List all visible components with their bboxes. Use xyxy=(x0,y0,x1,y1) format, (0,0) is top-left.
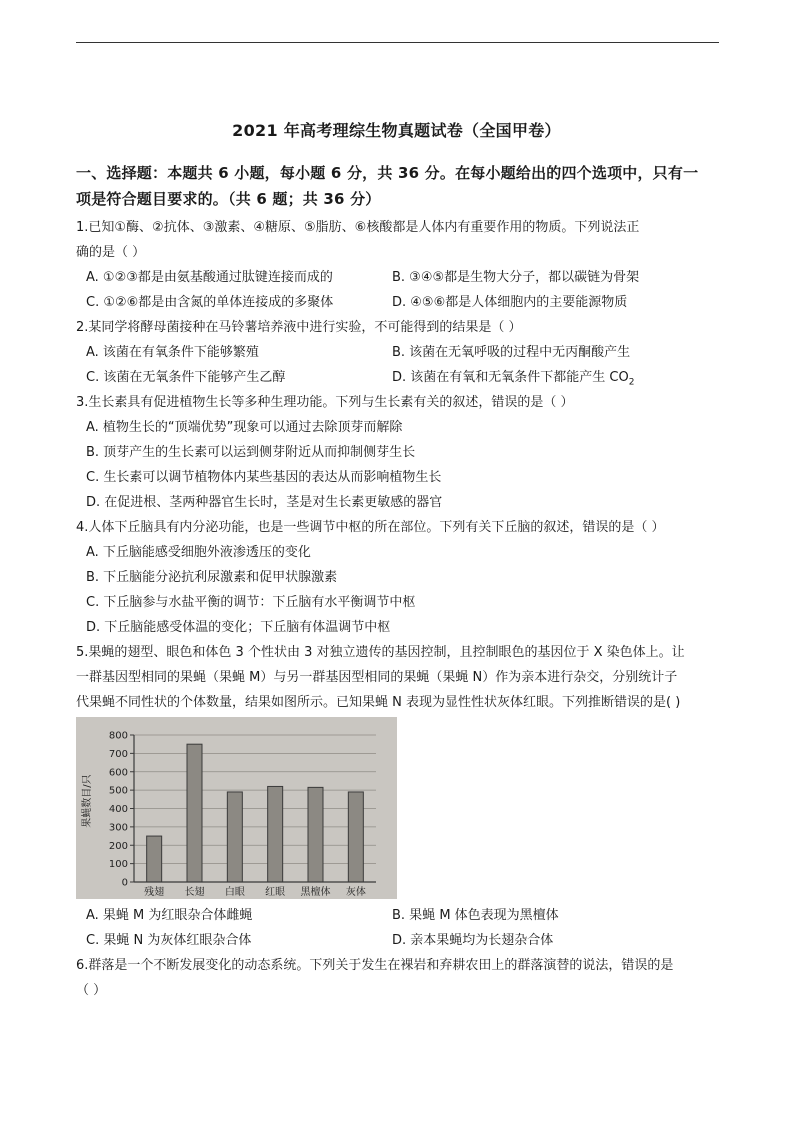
page-title: 2021 年高考理综生物真题试卷（全国甲卷） xyxy=(232,121,561,140)
q5-bar-chart xyxy=(76,717,397,899)
q4-option-d[interactable]: D. 下丘脑能感受体温的变化；下丘脑有体温调节中枢 xyxy=(86,620,391,635)
q1-options-row-2 xyxy=(76,290,719,315)
bar-chart-svg xyxy=(76,717,397,899)
chart-y-tick-label: 0 xyxy=(121,877,128,889)
chart-y-tick-label: 400 xyxy=(108,804,128,815)
q2-option-c[interactable]: C. 该菌在无氧条件下能够产生乙醇 xyxy=(86,370,286,385)
chart-bar xyxy=(227,792,242,882)
q4-option-c[interactable]: C. 下丘脑参与水盐平衡的调节：下丘脑有水平衡调节中枢 xyxy=(86,595,416,610)
chart-y-axis-label: 果蝇数目/只 xyxy=(82,774,93,828)
question-list xyxy=(76,215,719,1003)
q2-option-a[interactable]: A. 该菌在有氧条件下能够繁殖 xyxy=(86,345,259,360)
q1-stem-line-1: 1.已知①酶、②抗体、③激素、④糖原、⑤脂肪、⑥核酸都是人体内有重要作用的物质。下列说法正 xyxy=(76,220,640,235)
q1-option-b[interactable]: B. ③④⑤都是生物大分子，都以碳链为骨架 xyxy=(392,270,640,285)
q2-options-row-1 xyxy=(76,340,719,365)
q4-stem: 4.人体下丘脑具有内分泌功能，也是一些调节中枢的所在部位。下列有关下丘脑的叙述，错误的是（ ） xyxy=(76,520,665,535)
chart-bar xyxy=(268,786,283,882)
chart-bar xyxy=(187,744,202,882)
q2-option-d[interactable] xyxy=(392,365,719,390)
q1-option-d[interactable]: D. ④⑤⑥都是人体细胞内的主要能源物质 xyxy=(392,295,628,310)
chart-x-tick-label: 灰体 xyxy=(345,887,366,898)
section-heading-line-1: 一、选择题：本题共 6 小题，每小题 6 分，共 36 分。在每小题给出的四个选项中，只有一 xyxy=(76,164,699,182)
header-rule xyxy=(76,42,719,43)
q5-options-row-1 xyxy=(76,903,719,928)
q5-stem-line-2: 一群基因型相同的果蝇（果蝇 M）与另一群基因型相同的果蝇（果蝇 N）作为亲本进行杂交，分别统计子 xyxy=(76,670,678,685)
chart-x-tick-label: 红眼 xyxy=(265,887,286,898)
q3-option-a[interactable]: A. 植物生长的“顶端优势”现象可以通过去除顶芽而解除 xyxy=(86,420,403,435)
q3-stem: 3.生长素具有促进植物生长等多种生理功能。下列与生长素有关的叙述，错误的是（ ） xyxy=(76,395,574,410)
q4-option-a[interactable]: A. 下丘脑能感受细胞外液渗透压的变化 xyxy=(86,545,311,560)
q5-option-d[interactable]: D. 亲本果蝇均为长翅杂合体 xyxy=(392,933,554,948)
chart-y-tick-label: 600 xyxy=(108,767,128,779)
q6-stem-line-1: 6.群落是一个不断发展变化的动态系统。下列关于发生在裸岩和弃耕农田上的群落演替的说法，错误的是 xyxy=(76,958,674,973)
q3-option-b[interactable]: B. 顶芽产生的生长素可以运到侧芽附近从而抑制侧芽生长 xyxy=(86,445,416,460)
q5-stem-line-1: 5.果蝇的翅型、眼色和体色 3 个性状由 3 对独立遗传的基因控制，且控制眼色的基因位于 X 染色体上。让 xyxy=(76,645,685,660)
chart-y-tick-label: 200 xyxy=(108,840,128,852)
chart-y-tick-label: 100 xyxy=(108,859,128,871)
section-heading xyxy=(76,160,719,212)
chart-y-tick-label: 500 xyxy=(108,785,128,797)
chart-x-tick-label: 长翅 xyxy=(184,887,205,898)
chart-y-tick-label: 700 xyxy=(108,748,128,760)
chart-y-tick-label: 300 xyxy=(108,822,128,834)
chart-bar xyxy=(348,792,363,882)
q2-option-b[interactable]: B. 该菌在无氧呼吸的过程中无丙酮酸产生 xyxy=(392,345,631,360)
chart-y-tick-label: 800 xyxy=(108,730,128,742)
q3-option-c[interactable]: C. 生长素可以调节植物体内某些基因的表达从而影响植物生长 xyxy=(86,470,442,485)
q6-stem-line-2: （ ） xyxy=(76,983,107,998)
section-heading-line-2: 项是符合题目要求的。（共 6 题；共 36 分） xyxy=(76,190,381,208)
q2-option-d-subscript: 2 xyxy=(628,377,635,388)
q1-option-a[interactable]: A. ①②③都是由氨基酸通过肽键连接而成的 xyxy=(86,270,333,285)
q1-options-row-1 xyxy=(76,265,719,290)
q4-option-b[interactable]: B. 下丘脑能分泌抗利尿激素和促甲状腺激素 xyxy=(86,570,338,585)
q2-options-row-2 xyxy=(76,365,719,390)
q2-stem: 2.某同学将酵母菌接种在马铃薯培养液中进行实验，不可能得到的结果是（ ） xyxy=(76,320,522,335)
chart-bar xyxy=(147,836,162,882)
chart-bar xyxy=(308,787,323,882)
q5-stem-line-3: 代果蝇不同性状的个体数量，结果如图所示。已知果蝇 N 表现为显性性状灰体红眼。下列推断错误的是( ) xyxy=(76,695,681,710)
q1-option-c[interactable]: C. ①②⑥都是由含氮的单体连接成的多聚体 xyxy=(86,295,334,310)
q5-option-b[interactable]: B. 果蝇 M 体色表现为黑檀体 xyxy=(392,908,559,923)
q2-option-d-text: D. 该菌在有氧和无氧条件下都能产生 CO xyxy=(392,370,629,385)
q5-options-row-2 xyxy=(76,928,719,953)
q1-stem-line-2: 确的是（ ） xyxy=(76,245,146,260)
q5-option-a[interactable]: A. 果蝇 M 为红眼杂合体雌蝇 xyxy=(86,908,253,923)
chart-x-tick-label: 黑檀体 xyxy=(300,887,331,898)
q3-option-d[interactable]: D. 在促进根、茎两种器官生长时，茎是对生长素更敏感的器官 xyxy=(86,495,443,510)
q5-option-c[interactable]: C. 果蝇 N 为灰体红眼杂合体 xyxy=(86,933,252,948)
chart-x-tick-label: 残翅 xyxy=(144,887,165,898)
chart-x-tick-label: 白眼 xyxy=(224,887,245,898)
